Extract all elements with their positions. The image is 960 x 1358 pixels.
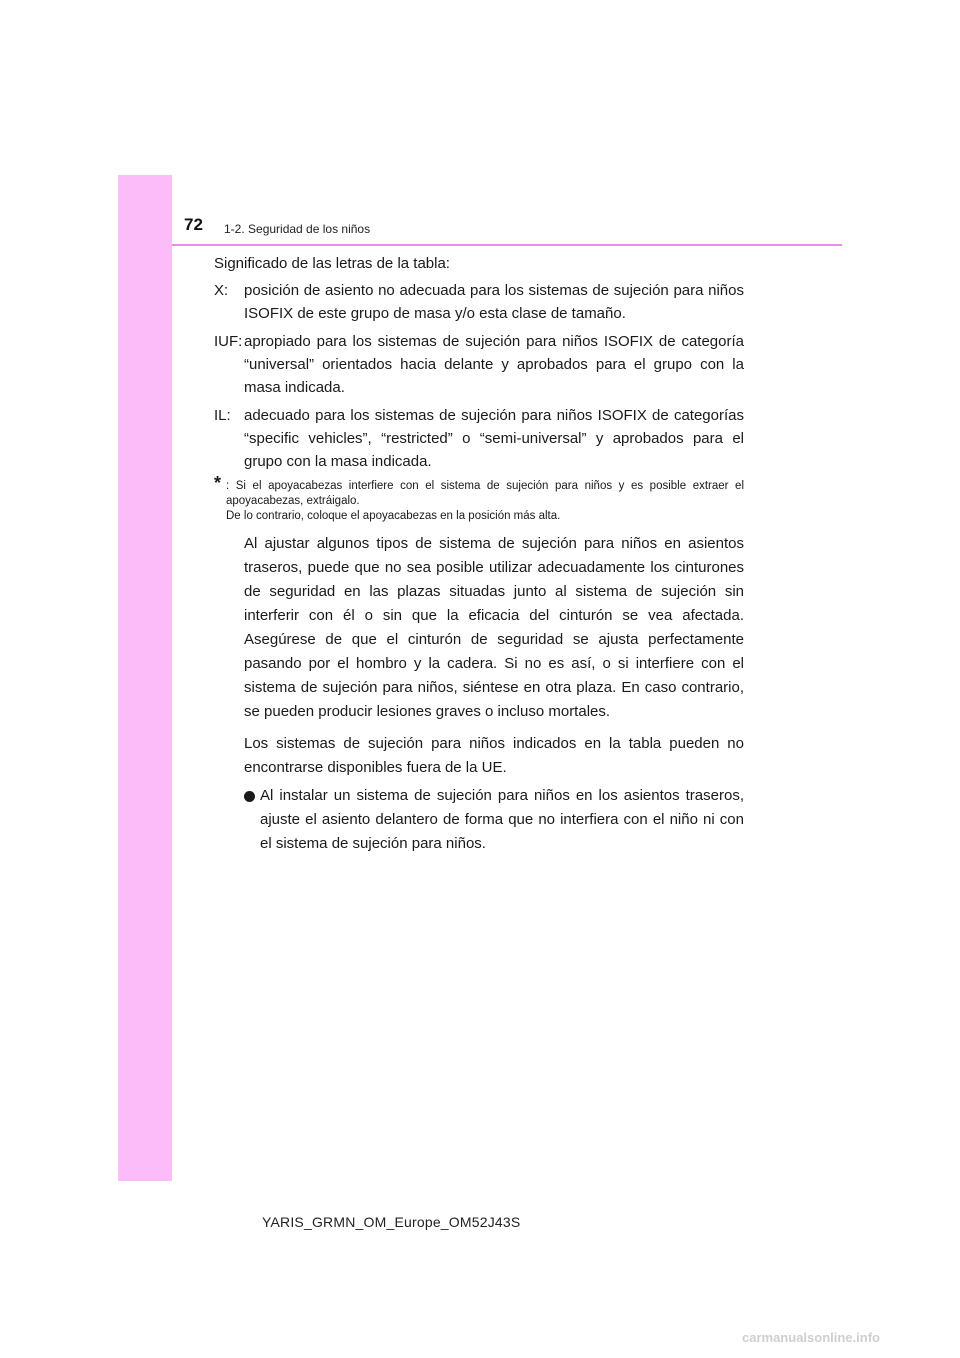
definition-key: IL:	[214, 407, 231, 424]
definition-item	[214, 279, 744, 325]
page-number: 72	[184, 215, 203, 234]
definition-item	[214, 404, 744, 473]
side-color-bar	[118, 175, 172, 1181]
definition-item	[214, 330, 744, 399]
footnote-asterisk: *	[214, 473, 222, 493]
section-title: 1-2. Seguridad de los niños	[224, 222, 371, 236]
definition-text: posición de asiento no adecuada para los sistemas de sujeción para niños ISOFIX de este grupo de masa y/o esta clase de tamaño.	[244, 282, 744, 322]
definition-text: adecuado para los sistemas de sujeción para niños ISOFIX de categorías “specific vehicles”, “restricted” o “semi-universal” y aprobados para el grupo con la masa indicada.	[244, 407, 744, 470]
bullet-text: Al instalar un sistema de sujeción para niños en los asientos traseros, ajuste el asiento delantero de forma que no interfiera con el niño ni con el sistema de sujeción para niños.	[260, 787, 744, 852]
footnote	[214, 473, 744, 524]
watermark: carmanualsonline.info	[742, 1330, 880, 1345]
header-rule	[172, 244, 842, 246]
footnote-line: : Si el apoyacabezas interfiere con el sistema de sujeción para niños y es posible extraer el apoyacabezas, extráigalo.	[226, 480, 744, 507]
document-code: YARIS_GRMN_OM_Europe_OM52J43S	[262, 1214, 521, 1230]
page-content	[214, 252, 744, 856]
definition-text: apropiado para los sistemas de sujeción para niños ISOFIX de categoría “universal” orientados hacia delante y aprobados para el grupo con la masa indicada.	[244, 333, 744, 396]
availability-paragraph: Los sistemas de sujeción para niños indicados en la tabla pueden no encontrarse disponibles fuera de la UE.	[244, 735, 744, 776]
bullet-item	[244, 784, 744, 856]
warning-paragraph: Al ajustar algunos tipos de sistema de sujeción para niños en asientos traseros, puede que no sea posible utilizar adecuadamente los cinturones de seguridad en las plazas situadas junto al sistema de sujeción sin interferir con él o sin que la eficacia del cinturón se vea afectada. Asegúrese de que el cinturón de seguridad se ajusta perfectamente pasando por el hombro y la cadera. Si no es así, o si interfiere con el sistema de sujeción para niños, siéntese en otra plaza. En caso contrario, se pueden producir lesiones graves o incluso mortales.	[244, 535, 744, 720]
definitions-intro: Significado de las letras de la tabla:	[214, 255, 450, 272]
definition-key: IUF:	[214, 333, 243, 350]
bullet-dot-icon	[244, 791, 255, 802]
footnote-line: De lo contrario, coloque el apoyacabezas en la posición más alta.	[226, 510, 561, 522]
definition-key: X:	[214, 282, 229, 299]
